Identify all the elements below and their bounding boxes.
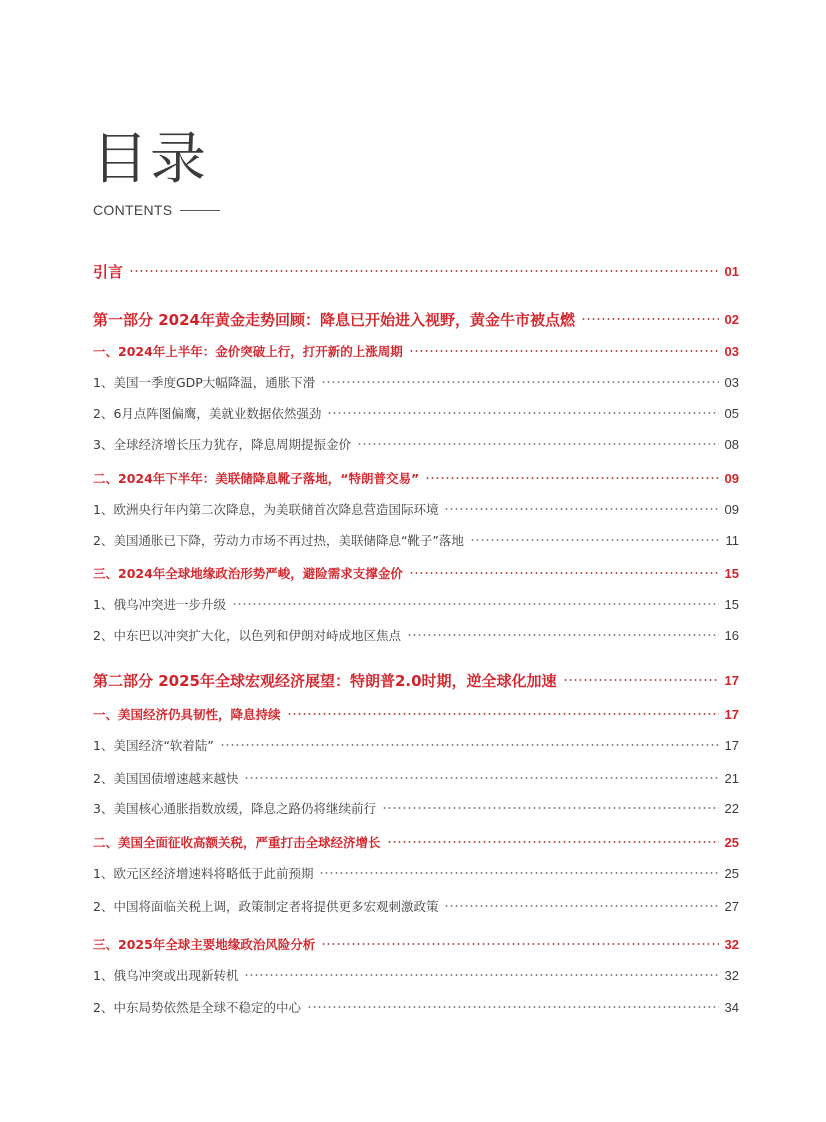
toc-entry-item[interactable] <box>93 433 739 455</box>
toc-entry-label: 三、2024年全球地缘政治形势严峻，避险需求支撑金价 <box>93 566 403 581</box>
contents-subtitle <box>93 202 220 218</box>
toc-page-number: 08 <box>724 436 739 452</box>
toc-entry-item[interactable] <box>93 402 739 424</box>
toc-page-number: 34 <box>724 999 739 1015</box>
dot-leader <box>319 872 718 874</box>
dot-leader <box>409 572 719 574</box>
toc-entry-section[interactable] <box>93 562 739 584</box>
toc-page-number: 03 <box>724 374 739 390</box>
dot-leader <box>357 443 719 445</box>
toc-entry-item[interactable] <box>93 371 739 393</box>
toc-entry-label: 二、美国全面征收高额关税，严重打击全球经济增长 <box>93 835 381 850</box>
dot-leader <box>244 974 718 976</box>
toc-entry-item[interactable] <box>93 964 739 986</box>
toc-entry-label: 2、中国将面临关税上调，政策制定者将提供更多宏观刺激政策 <box>93 899 439 914</box>
toc-page-number: 16 <box>724 627 739 643</box>
toc-entry-item[interactable] <box>93 996 739 1018</box>
dot-leader <box>129 270 719 272</box>
toc-entry-label: 2、6月点阵图偏鹰，美就业数据依然强劲 <box>93 406 322 421</box>
toc-entry-label: 1、美国经济“软着陆” <box>93 738 214 753</box>
toc-entry-label: 2、中东局势依然是全球不稳定的中心 <box>93 1000 301 1015</box>
dot-leader <box>321 381 718 383</box>
dot-leader <box>407 634 719 636</box>
toc-page-number: 21 <box>724 770 739 786</box>
toc-entry-section[interactable] <box>93 340 739 362</box>
toc-page-number: 17 <box>724 706 739 722</box>
toc-entry-item[interactable] <box>93 529 739 551</box>
toc-page-number: 32 <box>724 967 739 983</box>
toc-entry-label: 一、美国经济仍具韧性，降息持续 <box>93 707 281 722</box>
toc-entry-item[interactable] <box>93 624 739 646</box>
toc-entry-label: 3、美国核心通胀指数放缓，降息之路仍将继续前行 <box>93 801 376 816</box>
toc-page-number: 11 <box>725 532 739 548</box>
toc-entry-section[interactable] <box>93 831 739 853</box>
toc-page-number: 01 <box>724 263 739 279</box>
toc-entry-item[interactable] <box>93 797 739 819</box>
toc-page-number: 03 <box>724 343 739 359</box>
toc-entry-item[interactable] <box>93 895 739 917</box>
dot-leader <box>220 744 719 746</box>
dot-leader <box>409 350 719 352</box>
toc-entry-item[interactable] <box>93 593 739 615</box>
toc-entry-item[interactable] <box>93 734 739 756</box>
toc-entry-label: 一、2024年上半年：金价突破上行，打开新的上涨周期 <box>93 344 403 359</box>
dot-leader <box>327 412 718 414</box>
toc-page-number: 02 <box>724 311 739 327</box>
dot-leader <box>444 508 718 510</box>
dot-leader <box>287 713 719 715</box>
toc-page-number: 17 <box>724 672 739 688</box>
dot-leader <box>581 318 719 320</box>
page-title: 目录 <box>92 127 208 192</box>
contents-label: CONTENTS <box>93 202 173 218</box>
toc-entry-part[interactable] <box>93 669 739 691</box>
toc-entry-label: 二、2024年下半年：美联储降息靴子落地，“特朗普交易” <box>93 471 420 486</box>
toc-entry-label: 第二部分 2025年全球宏观经济展望：特朗普2.0时期，逆全球化加速 <box>93 671 557 690</box>
toc-page-number: 27 <box>724 898 739 914</box>
toc-entry-intro[interactable] <box>93 260 739 282</box>
toc-page-number: 25 <box>724 865 739 881</box>
toc-page-number: 09 <box>724 470 739 486</box>
toc-page-number: 05 <box>724 405 739 421</box>
dot-leader <box>470 539 720 541</box>
toc-entry-item[interactable] <box>93 767 739 789</box>
toc-entry-label: 1、欧元区经济增速料将略低于此前预期 <box>93 866 314 881</box>
dot-leader <box>444 905 718 907</box>
toc-page-number: 32 <box>724 936 739 952</box>
toc-entry-item[interactable] <box>93 498 739 520</box>
dot-leader <box>563 679 719 681</box>
toc-entry-label: 第一部分 2024年黄金走势回顾：降息已开始进入视野，黄金牛市被点燃 <box>93 310 575 329</box>
toc-entry-section[interactable] <box>93 703 739 725</box>
dot-leader <box>425 477 718 479</box>
toc-entry-label: 3、全球经济增长压力犹存，降息周期提振金价 <box>93 437 351 452</box>
dot-leader <box>387 841 719 843</box>
toc-entry-label: 引言 <box>93 262 124 281</box>
toc-page-number: 09 <box>724 501 739 517</box>
toc-entry-section[interactable] <box>93 933 739 955</box>
toc-entry-section[interactable] <box>93 467 739 489</box>
toc-page-number: 15 <box>724 565 739 581</box>
toc-page-number: 17 <box>724 737 739 753</box>
dot-leader <box>321 943 718 945</box>
dot-leader <box>244 777 718 779</box>
toc-entry-part[interactable] <box>93 308 739 330</box>
toc-entry-label: 1、俄乌冲突进一步升级 <box>93 597 226 612</box>
toc-page-number: 25 <box>724 834 739 850</box>
dot-leader <box>232 603 719 605</box>
dot-leader <box>307 1006 719 1008</box>
toc-page-number: 22 <box>724 800 739 816</box>
toc-entry-item[interactable] <box>93 862 739 884</box>
toc-page-number: 15 <box>724 596 739 612</box>
toc-entry-label: 1、美国一季度GDP大幅降温，通胀下滑 <box>93 375 316 390</box>
toc-entry-label: 2、美国国债增速越来越快 <box>93 771 239 786</box>
toc-entry-label: 三、2025年全球主要地缘政治风险分析 <box>93 937 316 952</box>
decorative-rule <box>180 210 220 211</box>
toc-entry-label: 1、俄乌冲突或出现新转机 <box>93 968 239 983</box>
dot-leader <box>382 807 719 809</box>
toc-entry-label: 2、中东巴以冲突扩大化，以色列和伊朗对峙成地区焦点 <box>93 628 401 643</box>
toc-entry-label: 1、欧洲央行年内第二次降息，为美联储首次降息营造国际环境 <box>93 502 439 517</box>
toc-entry-label: 2、美国通胀已下降，劳动力市场不再过热，美联储降息“靴子”落地 <box>93 533 464 548</box>
